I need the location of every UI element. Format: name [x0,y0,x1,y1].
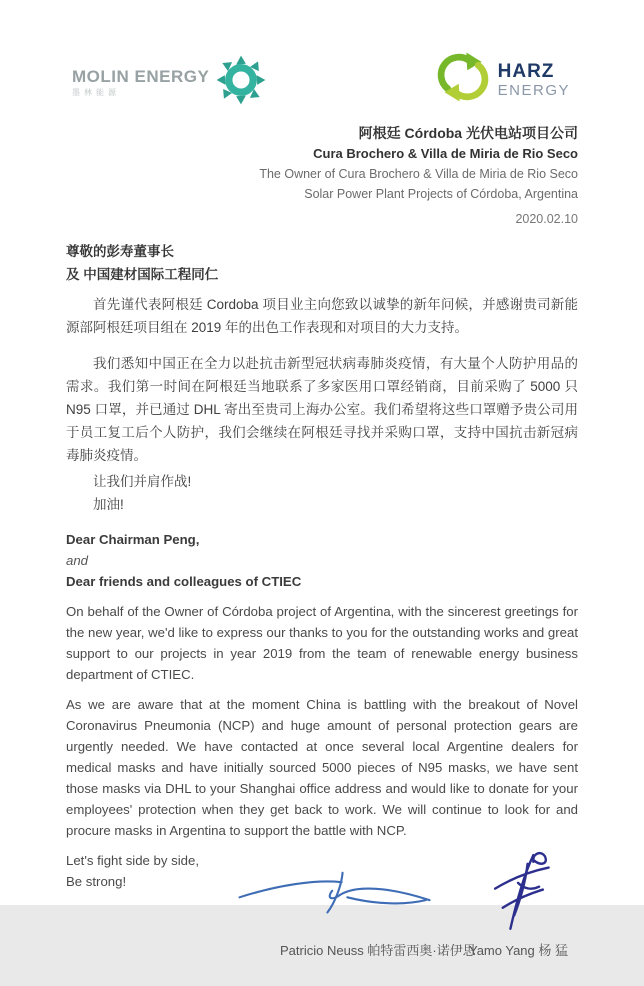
salutation-zh-line2: 及 中国建材国际工程同仁 [66,267,219,282]
closing-line2: Be strong! [66,874,127,889]
paragraph-zh-1: 首先谨代表阿根廷 Cordoba 项目业主向您致以诚挚的新年问候，并感谢贵司新能源部阿根廷项目组在 2019 年的出色工作表现和对项目的大力支持。 [66,297,578,335]
molin-logo-text [72,68,209,97]
salutation-zh [66,240,578,286]
sender-company-en: Cura Brochero & Villa de Miria de Rio Seco [313,146,578,161]
yamo-name-label: Yamo Yang 杨 猛 [469,943,568,958]
patricio-signature [234,868,436,920]
salutation-zh-line1: 尊敬的彭寿董事长 [66,244,174,259]
harz-arrows-icon [436,50,490,109]
yamo-signature [476,850,562,932]
paragraph-zh-2: 我们悉知中国正在全力以赴抗击新型冠状病毒肺炎疫情，有大量个人防护用品的需求。我们第一时间在阿根廷当地联系了多家医用口罩经销商，目前采购了 5000 只 N95 口罩，并已通过 DHL 寄出至贵司上海办公室。我们希望将这些口罩赠予贵公司用于员工复工后个人防护，我们会继续在阿根廷寻找并采购口罩，支持中国抗击新冠病毒肺炎疫情。 [66,356,578,463]
slogan-zh-2: 加油! [93,497,124,512]
sender-project-line: Solar Power Plant Projects of Córdoba, Argentina [304,187,578,201]
sender-company-zh: 阿根廷 Córdoba 光伏电站项目公司 [358,125,578,141]
closing-line1: Let's fight side by side, [66,853,200,868]
harz-logo-text [498,62,570,98]
sender-block [66,122,578,204]
sender-owner-line: The Owner of Cura Brochero & Villa de Miria de Rio Seco [259,167,578,181]
letter-date: 2020.02.10 [515,212,578,226]
salutation-en [66,529,578,592]
salutation-en-line2: and [66,553,89,568]
molin-logo-name: MOLIN ENERGY [72,67,210,86]
molin-gear-icon [215,54,267,111]
molin-energy-logo [72,54,267,111]
harz-logo-name: HARZ [497,60,555,82]
signature-area [66,894,578,986]
salutation-en-line3: Dear friends and colleagues of CTIEC [66,574,302,589]
salutation-en-line1: Dear Chairman Peng, [66,532,200,547]
harz-logo-energy: ENERGY [497,81,570,99]
paragraph-en-1: On behalf of the Owner of Córdoba project of Argentina, with the sincerest greetings for the new year, we'd like to express our thanks to you for the outstanding works and great support to our projects in year 2019 from the team of renewable energy business department of CTIEC. [66,604,578,682]
harz-energy-logo [436,50,570,109]
molin-logo-subtitle: 墨林能源 [72,88,120,97]
patricio-name-label: Patricio Neuss 帕特雷西奥·诺伊思 [280,943,476,958]
paragraph-en-2: As we are aware that at the moment China is battling with the breakout of Novel Coronavirus Pneumonia (NCP) and huge amount of personal protection gears are urgently needed. We have contacted at once several local Argentine dealers for medical masks and have initially sourced 5000 pieces of N95 masks, we have sent those masks via DHL to your Shanghai office address and would like to donate for your employees' protection when they get back to work. We will continue to look for and procure masks in Argentina to support the battle with NCP. [66,697,578,838]
logo-row [66,46,578,108]
slogan-zh-1: 让我们并肩作战! [93,474,192,489]
